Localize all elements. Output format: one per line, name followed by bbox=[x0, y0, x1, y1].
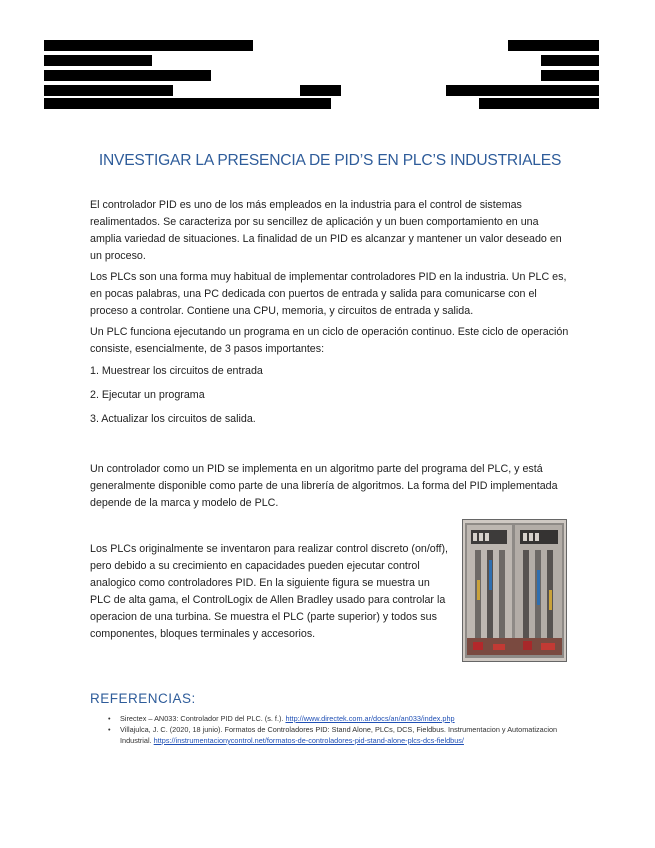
reference-text: Villajulca, J. C. (2020, 18 junio). Formatos de Controladores PID: Stand Alone, PLCs, DCS, Fieldbus. Instrumentacion y Automatizacion Industrial. bbox=[120, 725, 558, 745]
plc-cabinet-photo bbox=[462, 519, 567, 662]
redacted-header-line-2 bbox=[44, 55, 152, 66]
step-3: 3. Actualizar los circuitos de salida. bbox=[90, 413, 256, 425]
redacted-header-line-4b bbox=[300, 85, 341, 96]
bullet-icon: • bbox=[108, 714, 111, 723]
paragraph-plc-definition: Los PLCs son una forma muy habitual de implementar controladores PID en la industria. Un PLC es, en pocas palabras, una PC dedicada con puertos de entrada y salida para comunicarse con el proceso a controlar. Contiene una CPU, memoria, y circuitos de entrada y salida. bbox=[90, 271, 567, 317]
reference-link[interactable]: http://www.directek.com.ar/docs/an/an033/index.php bbox=[285, 714, 455, 723]
document-title: INVESTIGAR LA PRESENCIA DE PID’S EN PLC’S INDUSTRIALES bbox=[98, 152, 562, 169]
paragraph-pid-implementation: Un controlador como un PID se implementa en un algoritmo parte del programa del PLC, y está generalmente disponible como parte de una librería de algoritmos. La forma del PID implementada depende de la marca y modelo de PLC. bbox=[90, 463, 558, 509]
redacted-header-right-1 bbox=[508, 40, 599, 51]
step-2: 2. Ejecutar un programa bbox=[90, 389, 205, 401]
bullet-icon: • bbox=[108, 725, 111, 734]
plc-cabinet-image bbox=[463, 520, 566, 661]
paragraph-plc-cycle: Un PLC funciona ejecutando un programa en un ciclo de operación continuo. Este ciclo de operación consiste, esencialmente, de 3 pasos importantes: bbox=[90, 326, 569, 355]
references-list bbox=[100, 713, 570, 746]
redacted-header-right-4 bbox=[446, 85, 599, 96]
reference-text: Sirectex – AN033: Controlador PID del PLC. (s. f.). bbox=[120, 714, 286, 723]
step-1: 1. Muestrear los circuitos de entrada bbox=[90, 365, 263, 377]
redacted-header-line-4 bbox=[44, 85, 173, 96]
reference-item bbox=[100, 724, 570, 746]
reference-item bbox=[100, 713, 570, 724]
redacted-header-line-5 bbox=[44, 98, 331, 109]
redacted-header-right-3 bbox=[541, 70, 599, 81]
redacted-header-right-5 bbox=[479, 98, 599, 109]
redacted-header-line-3 bbox=[44, 70, 211, 81]
redacted-header-right-2 bbox=[541, 55, 599, 66]
references-heading: REFERENCIAS: bbox=[90, 691, 196, 706]
paragraph-pid-intro: El controlador PID es uno de los más empleados en la industria para el control de sistemas realimentados. Se caracteriza por su sencillez de aplicación y un buen comportamiento en una amplia variedad de situaciones. La finalidad de un PID es alcanzar y mantener un valor deseado en un proceso. bbox=[90, 199, 562, 262]
reference-link[interactable]: https://instrumentacionycontrol.net/formatos-de-controladores-pid-stand-alone-plcs-dcs-fieldbus/ bbox=[153, 736, 464, 745]
redacted-header-line-1 bbox=[44, 40, 253, 51]
paragraph-plc-analog-control: Los PLCs originalmente se inventaron para realizar control discreto (on/off), pero debido a su crecimiento en capacidades pueden ejecutar control analogico como controladores PID. En la siguiente figura se muestra un PLC de alta gama, el ControlLogix de Allen Bradley usado para controlar la operacion de una turbina. Se muestra el PLC (parte superior) y todos sus componentes, bloques terminales y accesorios. bbox=[90, 543, 449, 640]
